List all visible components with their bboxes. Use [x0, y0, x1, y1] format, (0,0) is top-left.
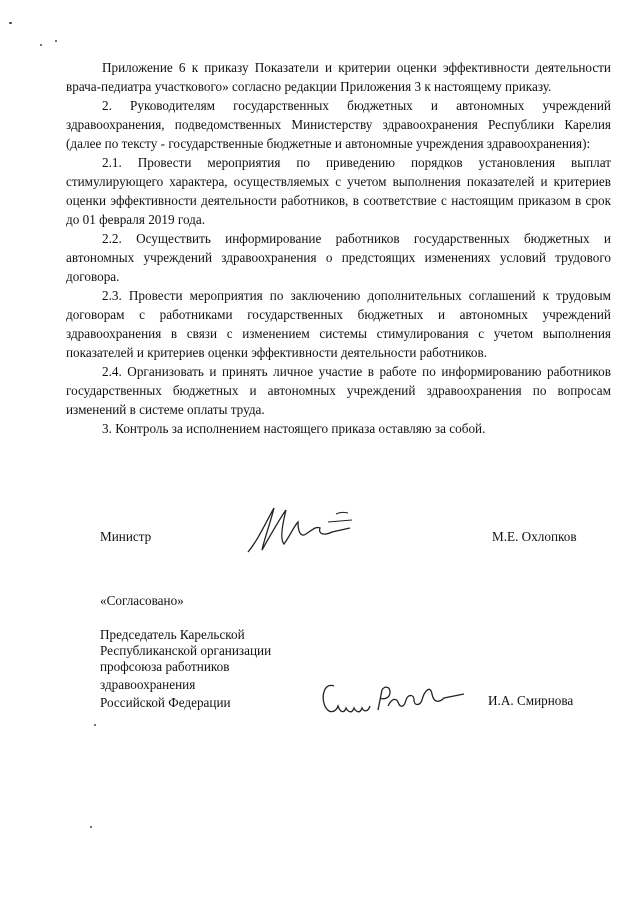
paragraph-item-2-4: 2.4. Организовать и принять личное участие в работе по информированию работников государственных бюджетных и автономных учреждений здравоохранения по вопросам изменений в системе оплаты труда. — [66, 364, 611, 417]
paragraph-item-2-3: 2.3. Провести мероприятия по заключению дополнительных соглашений к трудовым договорам с работниками государственных бюджетных и автономных учреждений здравоохранения в связи с изменением системы стимулирования с учетом выполнения показателей и критериев оценки эффективности деятельности работников. — [66, 288, 611, 360]
agreed-position-line: здравоохранения — [100, 677, 196, 692]
agreed-signature — [318, 672, 468, 720]
scan-speck — [9, 22, 12, 24]
paragraph-item-3: 3. Контроль за исполнением настоящего приказа оставляю за собой. — [102, 421, 486, 436]
paragraph-item-2-2: 2.2. Осуществить информирование работников государственных бюджетных и автономных учреждений здравоохранения о предстоящих изменениях условий трудового договора. — [66, 231, 611, 284]
paragraph-item-2: 2. Руководителям государственных бюджетных и автономных учреждений здравоохранения, подведомственных Министерству здравоохранения Республики Карелия (далее по тексту - государственные бюджетные и автономные учреждения здравоохранения): — [66, 98, 611, 151]
scan-speck — [94, 724, 96, 726]
agreed-name: И.А. Смирнова — [488, 693, 574, 708]
paragraph-appendix: Приложение 6 к приказу Показатели и критерии оценки эффективности деятельности врача-педиатра участкового» согласно редакции Приложения 3 к настоящему приказу. — [66, 60, 611, 94]
minister-signature — [240, 500, 360, 560]
scan-speck — [40, 44, 42, 46]
paragraph-item-2-1: 2.1. Провести мероприятия по приведению порядков установления выплат стимулирующего характера, осуществляемых с учетом выполнения показателей и критериев оценки эффективности деятельности работников, в соответствие с настоящим приказом в срок до 01 февраля 2019 года. — [66, 155, 611, 227]
agreed-label: «Согласовано» — [100, 593, 184, 608]
scan-speck — [55, 40, 57, 42]
agreed-position-line: Российской Федерации — [100, 695, 231, 710]
minister-name: М.Е. Охлопков — [492, 529, 577, 544]
document-body — [66, 58, 611, 438]
scan-speck — [90, 826, 92, 828]
minister-title: Министр — [100, 529, 152, 544]
agreed-position-line: профсоюза работников — [100, 659, 230, 674]
agreed-position-line: Республиканской организации — [100, 643, 272, 658]
agreed-position-line: Председатель Карельской — [100, 627, 245, 642]
